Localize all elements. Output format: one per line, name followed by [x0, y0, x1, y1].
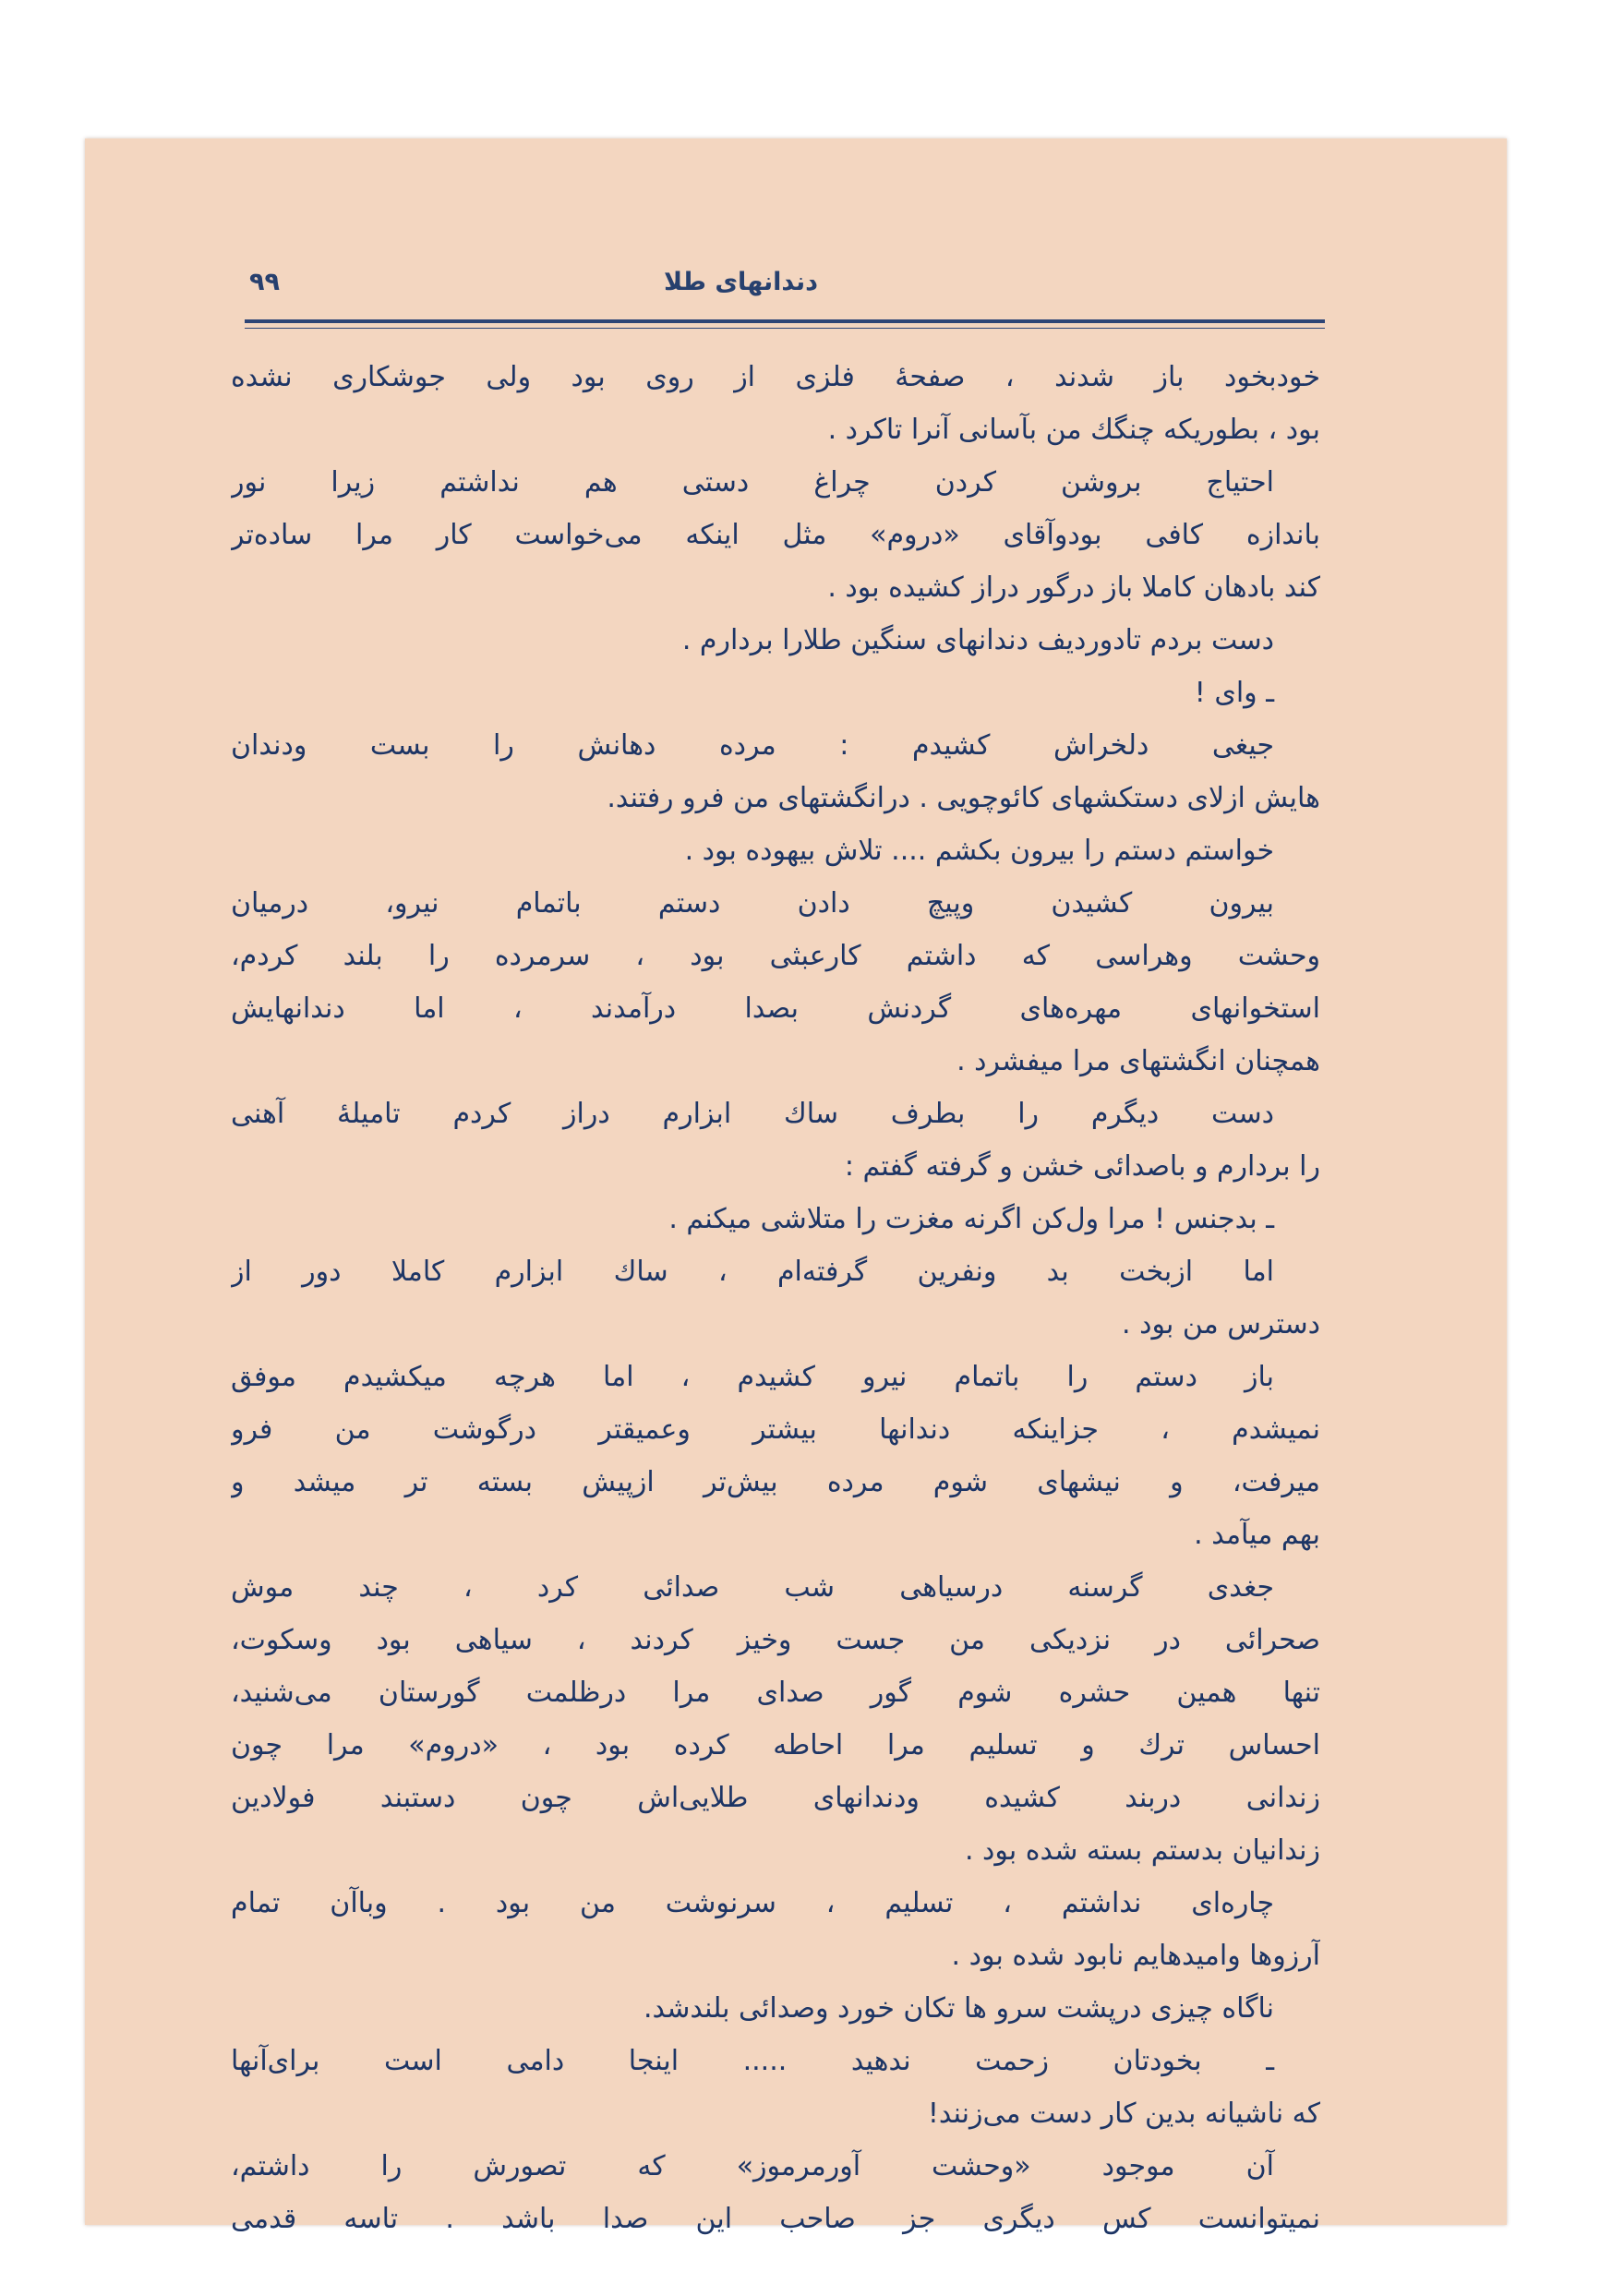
- text-line: چاره‌ای نداشتم ، تسلیم ، سرنوشت من بود . وباآن تمام: [231, 1887, 1274, 1919]
- text-line: باندازه کافی بودوآقای «دروم» مثل اینکه می‌خواست کار مرا ساده‌تر: [231, 519, 1320, 551]
- text-line: که ناشیانه بدین کار دست می‌زنند!: [927, 2098, 1320, 2130]
- text-line: جیغی دلخراش کشیدم : مرده دهانش را بست ودندان: [231, 729, 1274, 762]
- header-rule-thin: [245, 328, 1325, 329]
- text-line: وحشت وهراسی که داشتم کارعبثی بود ، سرمرده را بلند کردم،: [231, 940, 1320, 972]
- page-header: [152, 268, 1329, 305]
- header-rule-thick: [245, 319, 1325, 323]
- text-line: تنها همین حشره شوم گور صدای مرا درظلمت گورستان می‌شنید،: [231, 1677, 1320, 1709]
- body-text: [231, 351, 1320, 2235]
- text-line: دست بردم تادوردیف دندانهای سنگین طلارا بردارم .: [681, 624, 1274, 656]
- text-line: بهم میآمد .: [1194, 1519, 1320, 1551]
- text-line: را بردارم و باصدائی خشن و گرفته گفتم :: [844, 1150, 1320, 1183]
- text-line: خواستم دستم را بیرون بکشم .... تلاش بیهوده بود .: [684, 835, 1274, 867]
- text-line: خودبخود باز شدند ، صفحهٔ فلزی از روی بود ولی جوشکاری نشده: [231, 361, 1320, 393]
- text-line: کند بادهان کاملا باز درگور دراز کشیده بود .: [827, 571, 1320, 604]
- page-number: ۹۹: [249, 268, 280, 296]
- text-line: دست دیگرم را بطرف ساك ابزارم دراز کردم تامیلهٔ آهنی: [231, 1098, 1274, 1130]
- text-line: صحرائی در نزدیکی من جست وخیز کردند ، سیاهی بود وسکوت،: [231, 1624, 1320, 1656]
- text-line: بیرون کشیدن وپیچ دادن دستم باتمام نیرو، درمیان: [231, 887, 1274, 920]
- text-line: همچنان انگشتهای مرا میفشرد .: [956, 1045, 1320, 1077]
- text-line: میرفت، و نیشهای شوم مرده بیش‌تر ازپیش بسته تر میشد و: [231, 1466, 1320, 1498]
- text-line: دسترس من بود .: [1122, 1308, 1320, 1340]
- text-line: اما ازبخت بد ونفرین گرفته‌ام ، ساك ابزارم کاملا دور از: [231, 1256, 1274, 1288]
- text-line: بود ، بطوریکه چنگك من بآسانی آنرا تاکرد .: [827, 414, 1320, 446]
- text-line: احتیاج بروشن کردن چراغ دستی هم نداشتم زیرا نور: [231, 466, 1274, 499]
- text-line: ـ بدجنس ! مرا ول‌کن اگرنه مغزت را متلاشی میکنم .: [668, 1203, 1274, 1235]
- text-line: جغدی گرسنه درسیاهی شب صدائی کرد ، چند موش: [231, 1571, 1274, 1604]
- text-line: احساس ترك و تسلیم مرا احاطه کرده بود ، «دروم» مرا چون: [231, 1729, 1320, 1761]
- running-title: دندانهای طلا: [663, 268, 819, 296]
- text-line: هایش ازلای دستکشهای کائوچویی . درانگشتهای من فرو رفتند.: [607, 782, 1320, 814]
- text-line: نمیتوانست کس دیگری جز صاحب این صدا باشد . تاسه قدمی: [231, 2203, 1320, 2235]
- text-line: نمیشدم ، جزاینکه دندانها بیشتر وعمیقتر درگوشت من فرو: [231, 1413, 1320, 1446]
- text-line: زندانیان بدستم بسته شده بود .: [964, 1834, 1320, 1867]
- text-line: آن موجود «وحشت آورمرموز» که تصورش را داشتم،: [231, 2150, 1274, 2182]
- text-line: آرزوها وامیدهایم نابود شده بود .: [951, 1940, 1320, 1972]
- text-line: زندانی دربند کشیده ودندانهای طلایی‌اش چون دستبند فولادین: [231, 1782, 1320, 1814]
- text-line: ـ وای !: [1194, 677, 1274, 709]
- text-line: استخوانهای مهره‌های گردنش بصدا درآمدند ، اما دندانهایش: [231, 992, 1320, 1025]
- text-line: ـ بخودتان زحمت ندهید ..... اینجا دامی است برای‌آنها: [231, 2045, 1274, 2077]
- text-line: ناگاه چیزی درپشت سرو ها تکان خورد وصدائی بلندشد.: [644, 1992, 1274, 2025]
- text-line: باز دستم را باتمام نیرو کشیدم ، اما هرچه میکشیدم موفق: [231, 1361, 1274, 1393]
